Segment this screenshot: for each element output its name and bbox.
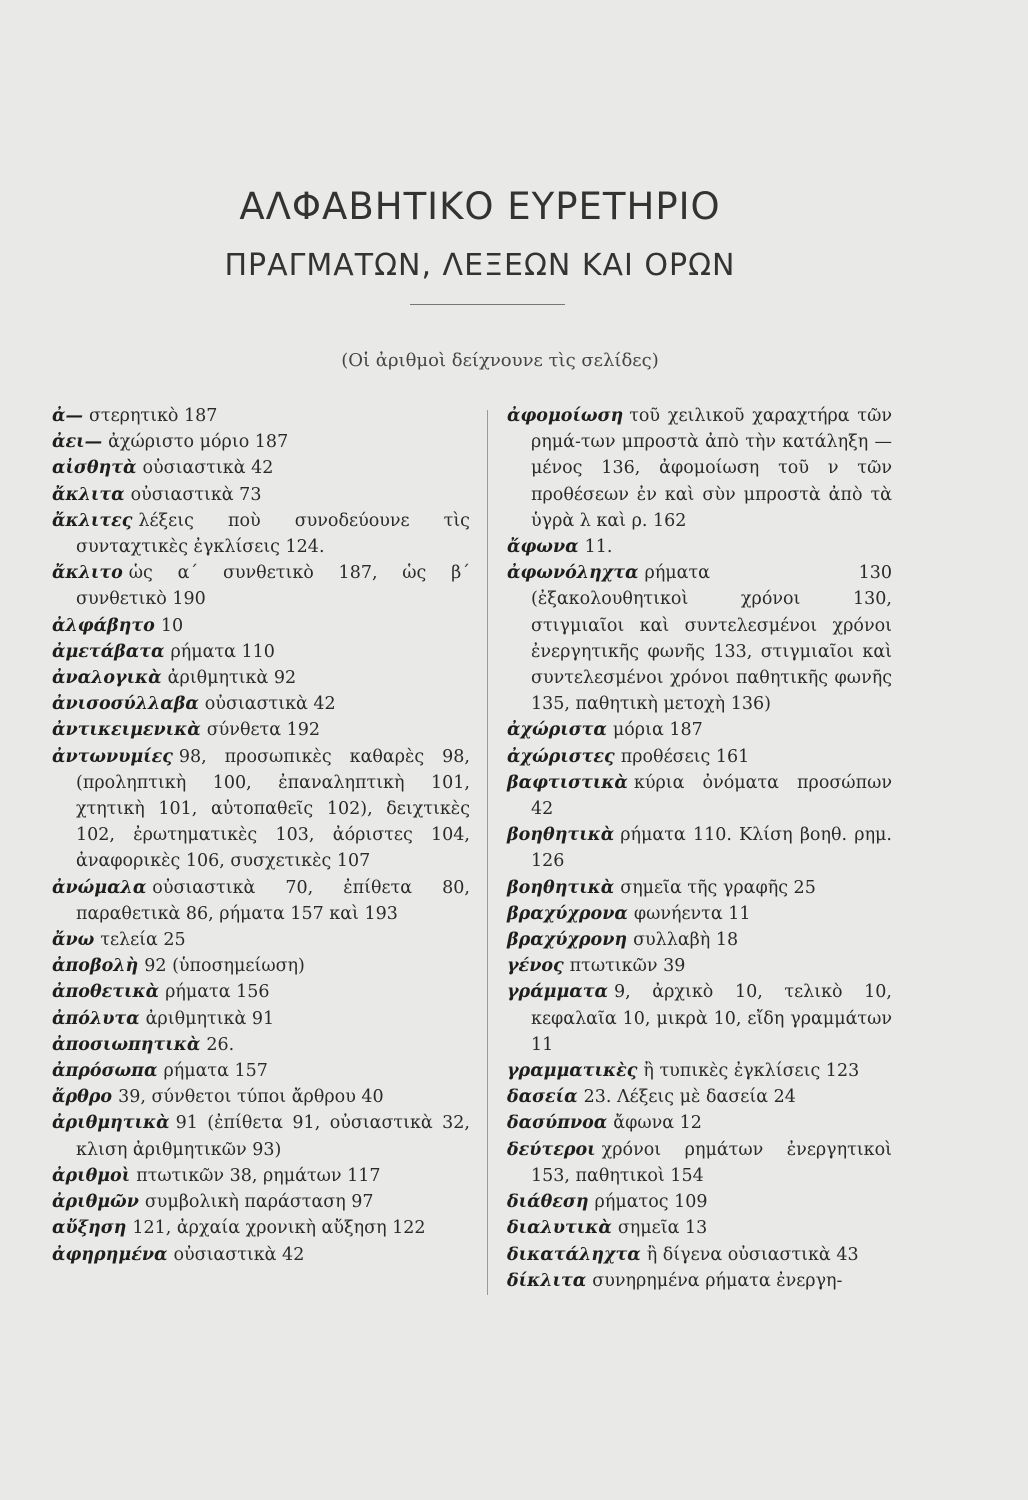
- index-term: δεύτεροι: [507, 1139, 596, 1160]
- index-references: λέξεις ποὺ συνοδεύουνε τὶς συνταχτικὲς ἐγκλίσεις 124.: [76, 510, 470, 558]
- index-references: 23. Λέξεις μὲ δασεία 24: [583, 1087, 796, 1108]
- index-references: ἀριθμητικὰ 92: [167, 668, 297, 689]
- index-references: οὐσιαστικὰ 42: [142, 458, 274, 479]
- index-entry: [507, 1242, 892, 1268]
- index-references: συλλαβὴ 18: [633, 930, 739, 951]
- index-term: δασεία: [507, 1087, 578, 1108]
- index-term: γραμματικὲς: [507, 1061, 638, 1082]
- index-entry: [52, 953, 470, 979]
- index-references: χρόνοι ρημάτων ἐνεργητικοὶ 153, παθητικοὶ 154: [531, 1139, 892, 1186]
- index-references: οὐσιαστικὰ 73: [130, 484, 262, 505]
- index-term: ἀμετάβατα: [52, 641, 165, 662]
- index-entry: [507, 1058, 892, 1084]
- index-references: ρήματα 156: [165, 982, 270, 1003]
- right-column: [507, 403, 892, 1294]
- index-entry: [52, 1058, 470, 1084]
- index-term: ἀπρόσωπα: [52, 1061, 158, 1082]
- index-entry: [52, 875, 470, 927]
- index-references: ρήματα 110: [170, 641, 275, 662]
- left-column: [52, 403, 470, 1268]
- index-term: ἀποσιωπητικὰ: [52, 1034, 201, 1055]
- index-term: διάθεση: [507, 1192, 589, 1213]
- index-references: τελεία 25: [100, 930, 186, 951]
- index-term: δίκλιτα: [507, 1270, 587, 1291]
- index-term: ἄφωνα: [507, 537, 579, 558]
- index-references: σημεῖα 13: [617, 1218, 708, 1239]
- index-entry: [507, 979, 892, 1058]
- index-entry: [507, 1137, 892, 1189]
- index-term: ἀριθμοὶ: [52, 1165, 131, 1186]
- index-references: πτωτικῶν 38, ρημάτων 117: [136, 1165, 381, 1186]
- index-term: γένος: [507, 956, 564, 977]
- index-entry: [507, 1268, 892, 1294]
- index-references: συμβολικὴ παράσταση 97: [144, 1192, 374, 1213]
- index-references: πτωτικῶν 39: [569, 956, 686, 977]
- column-divider: [487, 410, 488, 1295]
- index-term: δασύπνοα: [507, 1113, 608, 1134]
- index-entry: [52, 639, 470, 665]
- index-term: βαφτιστικὰ: [507, 772, 628, 793]
- index-entry: [507, 534, 892, 560]
- index-references: συνηρημένα ρήματα ἐνεργη-: [592, 1270, 843, 1291]
- index-entry: [507, 560, 892, 717]
- index-term: βοηθητικὰ: [507, 825, 615, 846]
- index-references: ὡς α΄ συνθετικὸ 187, ὡς β΄ συνθετικὸ 190: [76, 563, 470, 610]
- index-term: ἄκλιτο: [52, 563, 123, 584]
- index-entry: [52, 508, 470, 560]
- index-entry: [52, 744, 470, 875]
- index-references: ἢ δίγενα οὐσιαστικὰ 43: [646, 1244, 859, 1265]
- index-term: αἰσθητὰ: [52, 458, 137, 479]
- index-term: ἀ—: [52, 406, 83, 426]
- index-entry: [507, 1215, 892, 1241]
- index-term: ἄνω: [52, 930, 95, 951]
- title-rule: [410, 304, 565, 305]
- index-term: ἀριθμητικὰ: [52, 1113, 170, 1134]
- index-term: ἀλφάβητο: [52, 615, 155, 636]
- index-entry: [507, 770, 892, 822]
- index-entry: [507, 901, 892, 927]
- index-entry: [52, 691, 470, 717]
- index-references: φωνήεντα 11: [633, 903, 751, 924]
- index-references: τοῦ χειλικοῦ χαραχτήρα τῶν ρημά-των μπροστὰ ἀπὸ τὴν κατάληξη —μένος 136, ἀφομοίωση τοῦ ν τῶν προθέσεων ἐν καὶ σὺν μπροστὰ ἀπὸ τὰ ὑγρὰ λ καὶ ρ. 162: [531, 406, 892, 531]
- index-references: στερητικὸ 187: [88, 406, 218, 426]
- index-entry: [507, 927, 892, 953]
- index-entry: [52, 482, 470, 508]
- index-references: προθέσεις 161: [620, 746, 750, 767]
- index-entry: [52, 927, 470, 953]
- index-entry: [507, 1189, 892, 1215]
- index-references: οὐσιαστικὰ 42: [204, 694, 336, 715]
- index-term: ἀφηρημένα: [52, 1244, 168, 1265]
- index-references: κύρια ὀνόματα προσώπων 42: [531, 772, 892, 820]
- index-references: ἢ τυπικὲς ἐγκλίσεις 123: [643, 1061, 860, 1082]
- page-title: ΑΛΦΑΒΗΤΙΚΟ ΕΥΡΕΤΗΡΙΟ: [239, 185, 721, 228]
- index-entry: [507, 1084, 892, 1110]
- index-references: ρήματα 130 (ἐξακολουθητικοὶ χρόνοι 130, στιγμιαῖοι καὶ συντελεσμένοι χρόνοι ἐνεργητικῆς φωνῆς 133, στιγμιαῖοι καὶ συντελεσμένοι χρόνοι παθητικῆς φωνῆς 135, παθητικὴ μετοχὴ 136): [531, 563, 892, 715]
- index-references: ἄφωνα 12: [613, 1113, 702, 1134]
- index-term: βοηθητικὰ: [507, 877, 615, 898]
- index-references: ρήματος 109: [594, 1192, 708, 1213]
- index-references: ἀχώριστο μόριο 187: [108, 432, 289, 453]
- index-term: ἀποβολὴ: [52, 956, 139, 977]
- index-references: ρήματα 157: [163, 1061, 268, 1082]
- index-term: ἀποθετικὰ: [52, 982, 160, 1003]
- index-entry: [52, 1032, 470, 1058]
- index-term: βραχύχρονα: [507, 903, 628, 924]
- index-entry: [507, 822, 892, 874]
- index-references: 39, σύνθετοι τύποι ἄρθρου 40: [118, 1087, 384, 1108]
- index-term: γράμματα: [507, 982, 608, 1003]
- index-entry: [507, 953, 892, 979]
- index-entry: [52, 979, 470, 1005]
- index-entry: [52, 1084, 470, 1110]
- index-term: ἀχώριστα: [507, 720, 607, 741]
- index-term: ἄρθρο: [52, 1087, 113, 1108]
- index-references: 121, ἀρχαία χρονικὴ αὔξηση 122: [132, 1218, 426, 1239]
- index-references: 91 (ἐπίθετα 91, οὐσιαστικὰ 32, κλιση ἀριθμητικῶν 93): [76, 1113, 470, 1160]
- index-term: ἀφωνόληχτα: [507, 563, 639, 584]
- index-entry: [52, 429, 470, 455]
- index-entry: [52, 1163, 470, 1189]
- index-term: ἄκλιτα: [52, 484, 125, 505]
- index-term: ἀντικειμενικὰ: [52, 720, 201, 741]
- index-references: 10: [160, 615, 184, 636]
- index-term: ἀριθμῶν: [52, 1192, 139, 1213]
- index-entry: [507, 1110, 892, 1136]
- index-references: μόρια 187: [612, 720, 703, 741]
- index-entry: [52, 1215, 470, 1241]
- index-references: οὐσιαστικὰ 70, ἐπίθετα 80, παραθετικὰ 86, ρήματα 157 καὶ 193: [76, 877, 470, 924]
- page-subtitle: ΠΡΑΓΜΑΤΩΝ, ΛΕΞΕΩΝ ΚΑΙ ΟΡΩΝ: [224, 248, 736, 283]
- index-term: ἀνώμαλα: [52, 877, 147, 898]
- index-entry: [507, 403, 892, 534]
- index-entry: [52, 1189, 470, 1215]
- index-references: 92 (ὑποσημείωση): [144, 956, 305, 977]
- index-references: 9, ἀρχικὸ 10, τελικὸ 10, κεφαλαῖα 10, μικρὰ 10, εἴδη γραμμάτων 11: [531, 982, 892, 1055]
- index-entry: [52, 560, 470, 612]
- index-references: ἀριθμητικὰ 91: [145, 1008, 275, 1029]
- index-references: ρήματα 110. Κλίση βοηθ. ρημ. 126: [531, 825, 892, 872]
- index-entry: [52, 455, 470, 481]
- index-term: αὔξηση: [52, 1218, 127, 1239]
- index-references: οὐσιαστικὰ 42: [173, 1244, 305, 1265]
- index-term: ἄκλιτες: [52, 510, 133, 531]
- index-entry: [52, 1110, 470, 1162]
- index-references: 26.: [206, 1034, 235, 1055]
- page-note: (Οἱ ἀριθμοὶ δείχνουνε τὶς σελίδες): [341, 350, 659, 371]
- index-entry: [52, 403, 470, 429]
- index-term: ἀφομοίωση: [507, 406, 624, 426]
- index-term: ἀπόλυτα: [52, 1008, 140, 1029]
- index-entry: [507, 744, 892, 770]
- index-entry: [52, 665, 470, 691]
- index-entry: [52, 613, 470, 639]
- index-term: ἀναλογικὰ: [52, 668, 162, 689]
- index-term: δικατάληχτα: [507, 1244, 641, 1265]
- index-term: ἀχώριστες: [507, 746, 615, 767]
- index-term: βραχύχρονη: [507, 930, 628, 951]
- index-entry: [52, 717, 470, 743]
- index-term: ἀνισοσύλλαβα: [52, 694, 199, 715]
- index-term: ἀντωνυμίες: [52, 746, 173, 767]
- index-references: 98, προσωπικὲς καθαρὲς 98, (προληπτικὴ 100, ἐπαναληπτικὴ 101, χτητικὴ 101, αὐτοπαθεῖς 102), δειχτικὲς 102, ἐρωτηματικὲς 103, ἀόριστες 104, ἀναφορικὲς 106, συσχετικὲς 107: [76, 746, 470, 872]
- index-entry: [52, 1006, 470, 1032]
- index-references: σημεῖα τῆς γραφῆς 25: [620, 877, 816, 898]
- index-entry: [52, 1242, 470, 1268]
- index-references: 11.: [584, 537, 613, 558]
- index-entry: [507, 717, 892, 743]
- index-term: ἀει—: [52, 432, 103, 453]
- index-references: σύνθετα 192: [206, 720, 321, 741]
- index-entry: [507, 875, 892, 901]
- index-term: διαλυτικὰ: [507, 1218, 612, 1239]
